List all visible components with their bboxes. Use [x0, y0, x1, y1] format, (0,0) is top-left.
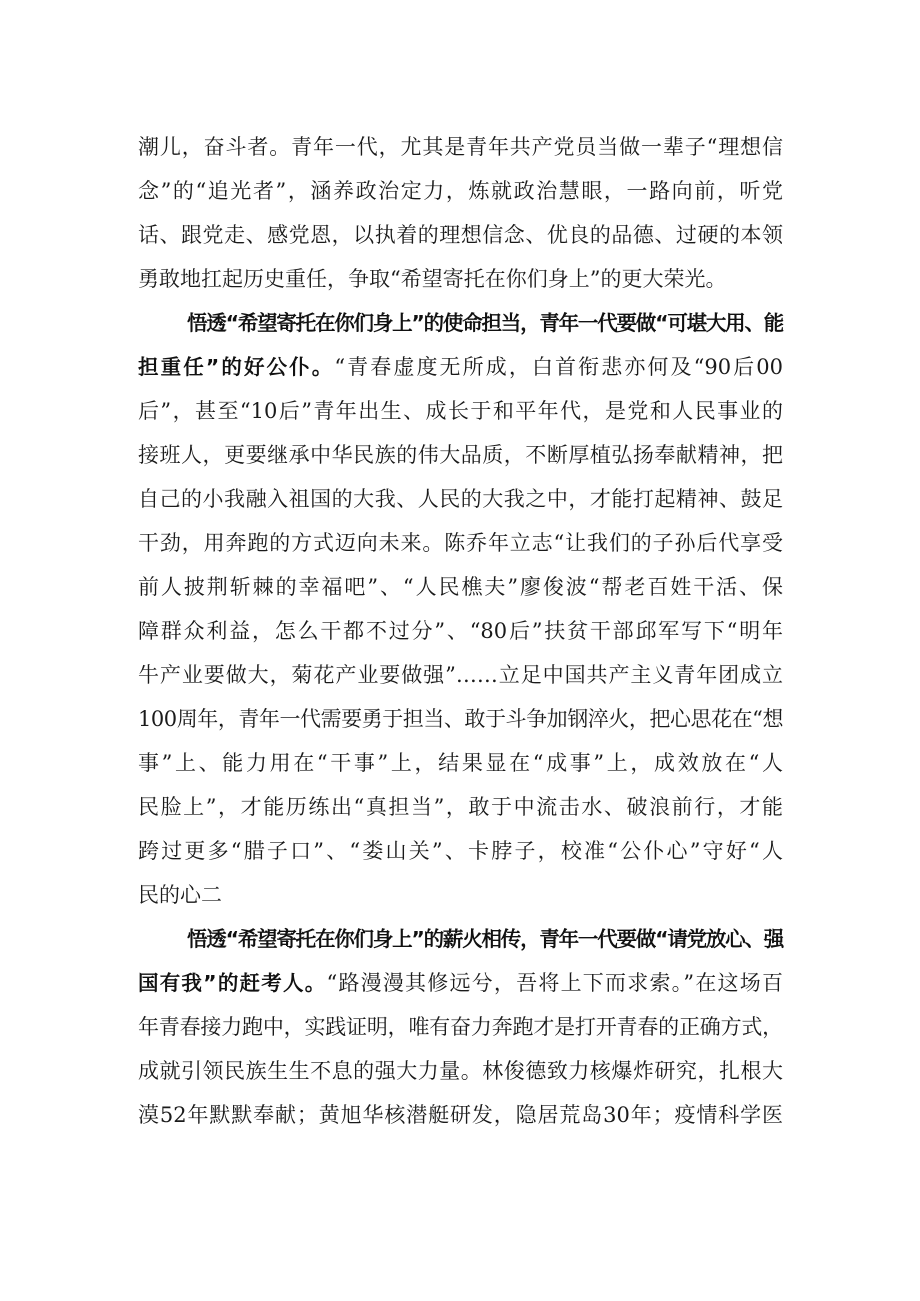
paragraph-continuation	[138, 125, 783, 301]
text-line: 干劲，用奔跑的方式迈向未来。陈乔年立志“让我们的子孙后代享受	[138, 531, 783, 555]
text-line: 前人披荆斩棘的幸福吧”、“人民樵夫”廖俊波“帮老百姓干活、保	[138, 575, 783, 599]
text-line: 勇敢地扛起历史重任，争取“希望寄托在你们身上”的更大荣光。	[138, 267, 727, 291]
section-heading-line: 悟透“希望寄托在你们身上”的薪火相传，青年一代要做“请党放心、强	[187, 927, 783, 951]
text-line-mixed	[138, 961, 783, 1005]
section-heading-tail: 担重任”的好公仆。	[138, 355, 335, 379]
text-line: 漠52年默默奉献；黄旭华核潜艇研发，隐居荒岛30年；疫情科学医	[138, 1103, 783, 1127]
text-line: 潮儿，奋斗者。青年一代，尤其是青年共产党员当做一辈子“理想信	[138, 135, 783, 159]
text-line: 年青春接力跑中，实践证明，唯有奋力奔跑才是打开青春的正确方式，	[138, 1015, 783, 1039]
text-line: 民的心二	[138, 883, 222, 907]
document-body	[138, 125, 783, 1137]
text-line: 成就引领民族生生不息的强大力量。林俊德致力核爆炸研究，扎根大	[138, 1059, 783, 1083]
text-line: 民脸上”，才能历练出“真担当”，敢于中流击水、破浪前行，才能	[138, 795, 783, 819]
text-line: 自己的小我融入祖国的大我、人民的大我之中，才能打起精神、鼓足	[138, 487, 783, 511]
section-heading-line: 悟透“希望寄托在你们身上”的使命担当，青年一代要做“可堪大用、能	[187, 311, 783, 335]
text-line: 念”的“追光者”，涵养政治定力，炼就政治慧眼，一路向前，听党	[138, 179, 783, 203]
text-line: 跨过更多“腊子口”、“娄山关”、卡脖子，校准“公仆心”守好“人	[138, 839, 783, 863]
text-line: 牛产业要做大，菊花产业要做强”……立足中国共产主义青年团成立	[138, 663, 783, 687]
text-line: 事”上、能力用在“干事”上，结果显在“成事”上，成效放在“人	[138, 751, 783, 775]
text-line: 障群众利益，怎么干都不过分”、“80后”扶贫干部邱军写下“明年	[138, 619, 783, 643]
text-line: 话、跟党走、感党恩，以执着的理想信念、优良的品德、过硬的本领	[138, 223, 783, 247]
text-line-mixed	[138, 345, 783, 389]
text-line: 100周年，青年一代需要勇于担当、敢于斗争加钢淬火，把心思花在“想	[138, 707, 783, 731]
paragraph-text: “路漫漫其修远兮，吾将上下而求索。”在这场百	[326, 971, 783, 995]
paragraph-legacy	[138, 917, 783, 1137]
text-line: 后”，甚至“10后”青年出生、成长于和平年代，是党和人民事业的	[138, 399, 783, 423]
paragraph-text: “青春虚度无所成，白首衔悲亦何及“90后00	[334, 355, 783, 379]
paragraph-mission	[138, 301, 783, 917]
text-line: 接班人，更要继承中华民族的伟大品质，不断厚植弘扬奉献精神，把	[138, 443, 783, 467]
section-heading-tail: 国有我”的赶考人。	[138, 971, 327, 995]
